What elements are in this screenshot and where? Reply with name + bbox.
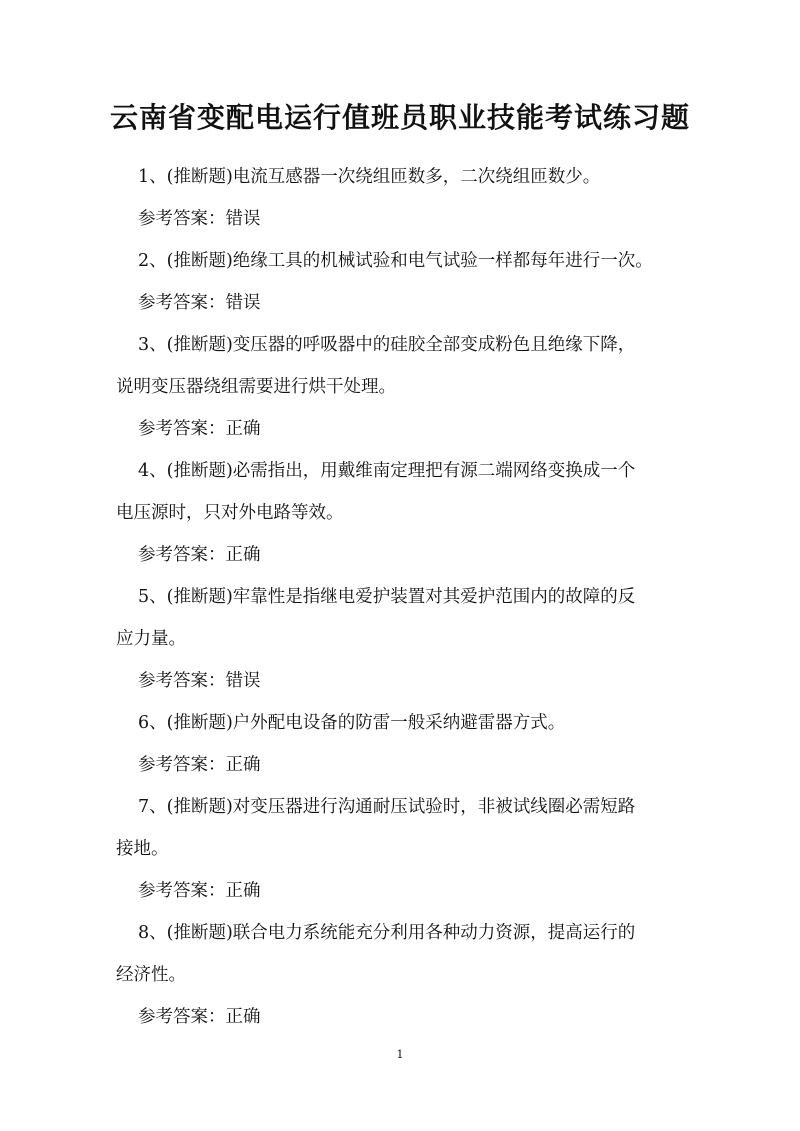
question-text-continued: 说明变压器绕组需要进行烘干处理。 bbox=[116, 377, 396, 397]
answer-text: 参考答案：正确 bbox=[138, 881, 261, 901]
answer-text: 参考答案：正确 bbox=[138, 755, 261, 775]
question-text: 2、(推断题)绝缘工具的机械试验和电气试验一样都每年进行一次。 bbox=[138, 251, 653, 271]
question-list bbox=[116, 156, 696, 1038]
question-text-continued: 接地。 bbox=[116, 839, 169, 859]
answer-text: 参考答案：错误 bbox=[138, 209, 261, 229]
question-text: 4、(推断题)必需指出，用戴维南定理把有源二端网络变换成一个 bbox=[138, 461, 636, 481]
question-item bbox=[116, 240, 696, 324]
question-item bbox=[116, 786, 696, 912]
question-text: 7、(推断题)对变压器进行沟通耐压试验时，非被试线圈必需短路 bbox=[138, 797, 636, 817]
question-item bbox=[116, 576, 696, 702]
question-text: 5、(推断题)牢靠性是指继电爱护装置对其爱护范围内的故障的反 bbox=[138, 587, 636, 607]
question-item bbox=[116, 912, 696, 1038]
question-text-continued: 电压源时，只对外电路等效。 bbox=[116, 503, 344, 523]
question-text: 6、(推断题)户外配电设备的防雷一般采纳避雷器方式。 bbox=[138, 713, 566, 733]
question-item bbox=[116, 702, 696, 786]
question-item bbox=[116, 450, 696, 576]
answer-text: 参考答案：正确 bbox=[138, 419, 261, 439]
question-item bbox=[116, 324, 696, 450]
question-text-continued: 经济性。 bbox=[116, 965, 186, 985]
answer-text: 参考答案：正确 bbox=[138, 1007, 261, 1027]
question-text-continued: 应力量。 bbox=[116, 629, 186, 649]
answer-text: 参考答案：正确 bbox=[138, 545, 261, 565]
page-title: 云南省变配电运行值班员职业技能考试练习题 bbox=[109, 101, 690, 134]
question-text: 1、(推断题)电流互感器一次绕组匝数多，二次绕组匝数少。 bbox=[138, 167, 601, 187]
question-item bbox=[116, 156, 696, 240]
page-number: 1 bbox=[396, 1048, 404, 1061]
question-text: 3、(推断题)变压器的呼吸器中的硅胶全部变成粉色且绝缘下降， bbox=[138, 335, 636, 355]
answer-text: 参考答案：错误 bbox=[138, 671, 261, 691]
answer-text: 参考答案：错误 bbox=[138, 293, 261, 313]
question-text: 8、(推断题)联合电力系统能充分利用各种动力资源，提高运行的 bbox=[138, 923, 636, 943]
